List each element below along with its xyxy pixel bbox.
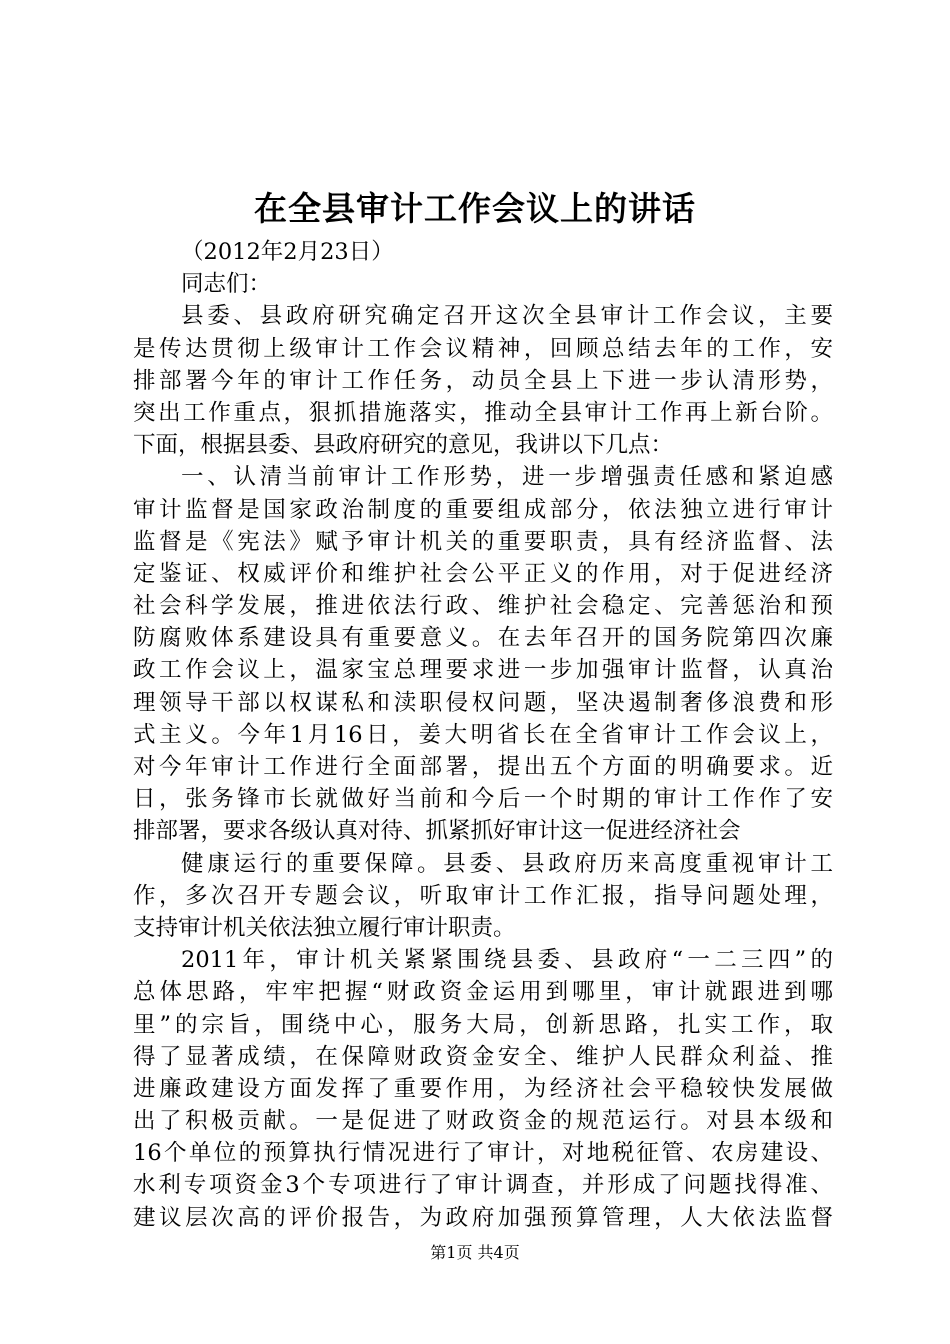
- text-line: 审计监督是国家政治制度的重要组成部分，依法独立进行审计: [133, 496, 833, 523]
- text-line: 县委、县政府研究确定召开这次全县审计工作会议，主要: [181, 303, 833, 330]
- date-line: （2012年2月23日）: [181, 239, 394, 265]
- text-line: 16个单位的预算执行情况进行了审计，对地税征管、农房建设、: [133, 1140, 833, 1167]
- text-line: 下面，根据县委、县政府研究的意见，我讲以下几点：: [133, 432, 674, 459]
- text-line: 式主义。今年1月16日，姜大明省长在全省审计工作会议上，: [133, 721, 833, 748]
- text-line: 支持审计机关依法独立履行审计职责。: [133, 914, 516, 941]
- text-line: 是传达贯彻上级审计工作会议精神，回顾总结去年的工作，安: [133, 335, 833, 362]
- text-line: 防腐败体系建设具有重要意义。在去年召开的国务院第四次廉: [133, 625, 833, 652]
- text-line: 进廉政建设方面发挥了重要作用，为经济社会平稳较快发展做: [133, 1075, 833, 1102]
- text-line: 排部署今年的审计工作任务，动员全县上下进一步认清形势，: [133, 367, 833, 394]
- text-line: 里”的宗旨，围绕中心，服务大局，创新思路，扎实工作，取: [133, 1011, 833, 1038]
- text-line: 作，多次召开专题会议，听取审计工作汇报，指导问题处理，: [133, 882, 833, 909]
- text-line: 得了显著成绩，在保障财政资金安全、维护人民群众利益、推: [133, 1043, 833, 1070]
- text-line: 2011年，审计机关紧紧围绕县委、县政府“一二三四”的: [181, 947, 833, 974]
- salutation-line: 同志们：: [181, 271, 272, 298]
- text-line: 对今年审计工作进行全面部署，提出五个方面的明确要求。近: [133, 754, 833, 780]
- text-line: 理领导干部以权谋私和渎职侵权问题，坚决遏制奢侈浪费和形: [133, 689, 833, 716]
- text-line: 定鉴证、权威评价和维护社会公平正义的作用，对于促进经济: [133, 560, 833, 587]
- document-title: 在全县审计工作会议上的讲话: [254, 189, 696, 228]
- body-text: [133, 300, 833, 1233]
- text-line: 健康运行的重要保障。县委、县政府历来高度重视审计工: [181, 850, 833, 877]
- text-line: 排部署，要求各级认真对待、抓紧抓好审计这一促进经济社会: [133, 818, 741, 845]
- text-line: 社会科学发展，推进依法行政、维护社会稳定、完善惩治和预: [133, 593, 833, 620]
- text-line: 一、认清当前审计工作形势，进一步增强责任感和紧迫感: [181, 464, 833, 491]
- text-line: 监督是《宪法》赋予审计机关的重要职责，具有经济监督、法: [133, 528, 833, 555]
- document-body: [133, 236, 833, 1234]
- text-line: 突出工作重点，狠抓措施落实，推动全县审计工作再上新台阶。: [133, 399, 833, 426]
- text-line: 总体思路，牢牢把握“财政资金运用到哪里，审计就跟进到哪: [133, 979, 833, 1006]
- text-line: 政工作会议上，温家宝总理要求进一步加强审计监督，认真治: [133, 657, 833, 684]
- text-line: 出了积极贡献。一是促进了财政资金的规范运行。对县本级和: [133, 1108, 833, 1135]
- text-line: 日，张务锋市长就做好当前和今后一个时期的审计工作作了安: [133, 786, 833, 813]
- text-line: 建议层次高的评价报告，为政府加强预算管理，人大依法监督: [133, 1204, 833, 1231]
- page-number: 第1页 共4页: [430, 1243, 520, 1262]
- text-line: 水利专项资金3个专项进行了审计调查，并形成了问题找得准、: [133, 1172, 833, 1199]
